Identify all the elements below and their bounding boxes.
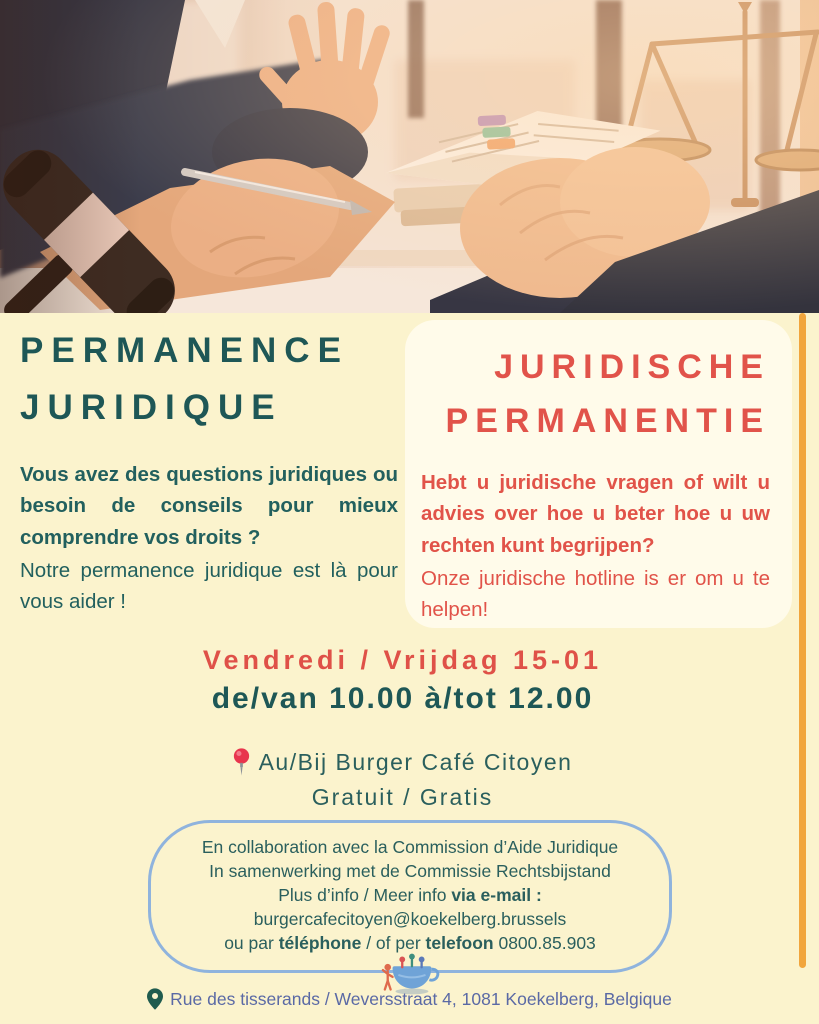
french-question: Vous avez des questions juridiques ou besoin de conseils pour mieux comprendre vos droits ? [20, 462, 398, 549]
dutch-title-line1: JURIDISCHE [494, 348, 770, 386]
collaboration-line-fr: En collaboration avec la Commission d’Aide Juridique [201, 837, 619, 857]
phone-prefix-fr: ou par [224, 932, 279, 953]
french-title-line1: PERMANENCE [20, 331, 349, 370]
french-title [20, 322, 398, 437]
french-title-line2: JURIDIQUE [20, 388, 283, 428]
email-address: burgercafecitoyen@koekelberg.brussels [253, 908, 567, 929]
date-line: Vendredi / Vrijdag 15-01 [202, 645, 603, 675]
more-info-line [171, 884, 649, 908]
free-label: Gratuit / Gratis [311, 784, 494, 810]
more-info-prefix: Plus d’info / Meer info [278, 884, 452, 905]
address-row [0, 988, 819, 1010]
address-text: Rue des tisserands / Weversstraat 4, 1081 Koekelberg, Belgique [170, 988, 672, 1009]
phone-label-fr: téléphone [278, 932, 362, 953]
phone-number: 0800.85.903 [493, 932, 596, 953]
french-section [20, 322, 398, 618]
header-photo [0, 0, 819, 313]
french-note: Notre permanence juridique est là pour vous aider ! [20, 558, 398, 614]
collaboration-line-nl: In samenwerking met de Commissie Rechtsbijstand [209, 860, 611, 881]
dutch-title-line2: PERMANENTIE [445, 402, 770, 441]
red-pushpin-icon [233, 747, 250, 777]
schedule-block [0, 645, 805, 716]
dutch-question: Hebt u juridische vragen of wilt u advies over hoe u beter hoe u uw rechten kunt begrijpen? [421, 470, 770, 557]
venue-name: Au/Bij Burger Café Citoyen [258, 748, 573, 775]
dutch-note: Onze juridische hotline is er om u te helpen! [421, 566, 770, 622]
map-pin-icon [147, 988, 163, 1010]
venue-block [0, 747, 805, 811]
dutch-panel [405, 320, 792, 628]
right-accent-bar [799, 313, 806, 968]
time-line: de/van 10.00 à/tot 12.00 [211, 682, 594, 715]
dutch-title [421, 340, 770, 449]
email-label: via e-mail : [451, 884, 542, 905]
consultation-photo-illustration [0, 0, 819, 313]
phone-label-nl: telefoon [425, 932, 494, 953]
phone-mid: / of per [361, 932, 426, 953]
